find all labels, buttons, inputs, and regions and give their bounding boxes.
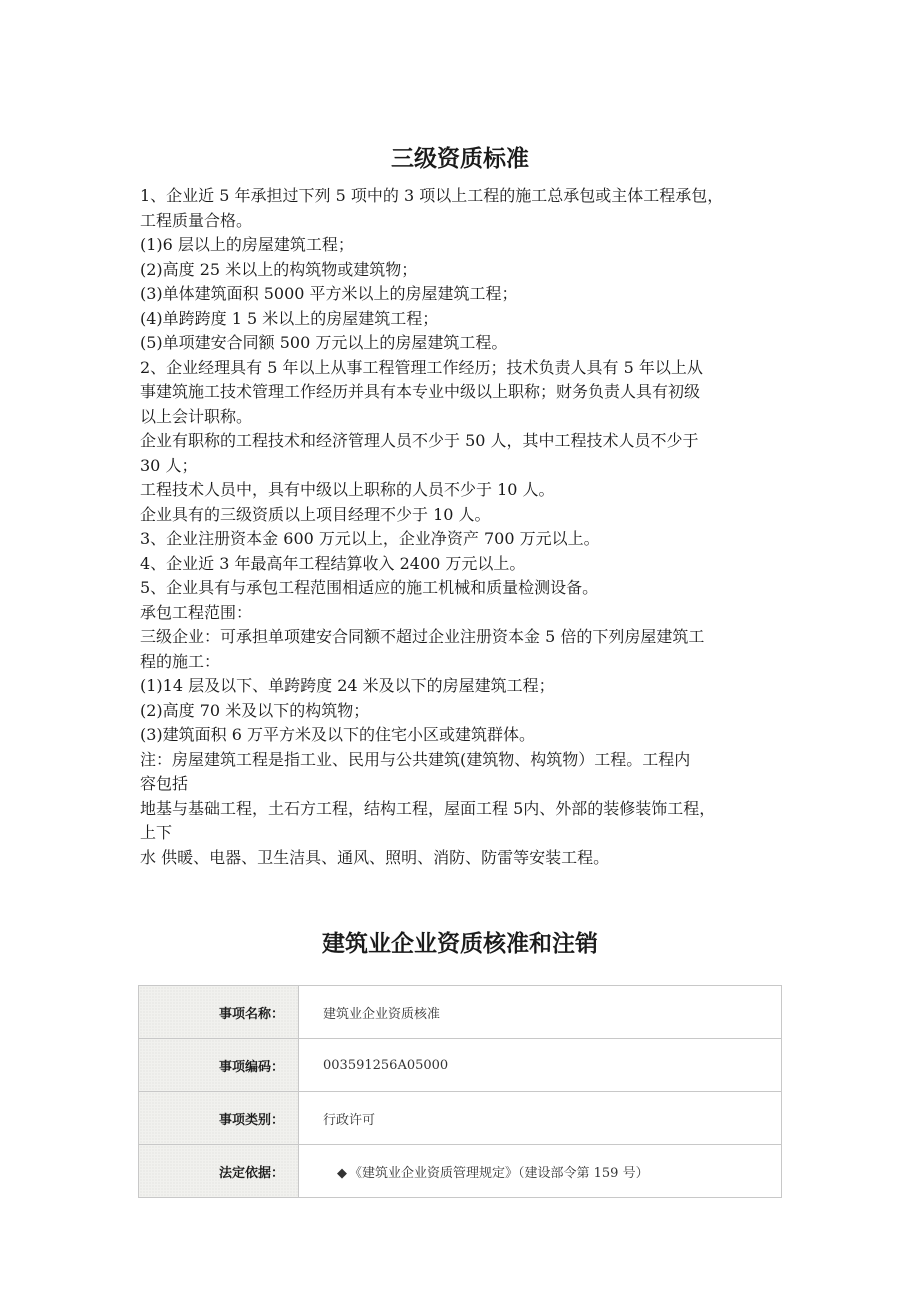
table-row	[139, 1092, 782, 1145]
text-line: (3)建筑面积 6 万平方米及以下的住宅小区或建筑群体。	[140, 725, 536, 744]
text-line: 4、企业近 3 年最高年工程结算收入 2400 万元以上。	[140, 553, 526, 573]
row-label: 事项编码：	[139, 1039, 299, 1092]
text-line: 工程技术人员中，具有中级以上职称的人员不少于 10 人。	[140, 480, 555, 499]
text-line: 企业有职称的工程技术和经济管理人员不少于 50 人，其中工程技术人员不少于	[140, 431, 699, 450]
text-line: (2)高度 70 米及以下的构筑物；	[140, 700, 370, 720]
text-line: (4)单跨跨度 1 5 米以上的房屋建筑工程；	[140, 308, 439, 328]
text-line: 30 人；	[140, 455, 198, 475]
text-line: 5、企业具有与承包工程范围相适应的施工机械和质量检测设备。	[140, 578, 599, 597]
text-line: 程的施工：	[140, 651, 221, 671]
row-label: 法定依据：	[139, 1145, 299, 1198]
table-row	[139, 1145, 782, 1198]
text-line: 上下	[140, 823, 173, 842]
diamond-bullet-icon: ◆	[337, 1165, 347, 1181]
text-line: 水 供暖、电器、卫生洁具、通风、照明、消防、防雷等安装工程。	[140, 847, 610, 867]
section-title-qualification-approval: 建筑业企业资质核准和注销	[322, 931, 598, 957]
text-line: 注：房屋建筑工程是指工业、民用与公共建筑(建筑物、构筑物）工程。工程内	[140, 749, 691, 769]
text-line: 2、企业经理具有 5 年以上从事工程管理工作经历；技术负责人具有 5 年以上从	[140, 357, 703, 377]
text-line: 工程质量合格。	[140, 210, 253, 230]
text-line: (5)单项建安合同额 500 万元以上的房屋建筑工程。	[140, 333, 508, 352]
row-value	[299, 1145, 782, 1198]
text-line: 事建筑施工技术管理工作经历并具有本专业中级以上职称；财务负责人具有初级	[140, 382, 701, 401]
row-value: 003591256A05000	[299, 1039, 782, 1092]
text-line: (3)单体建筑面积 5000 平方米以上的房屋建筑工程；	[140, 284, 518, 303]
text-line: (1)14 层及以下、单跨跨度 24 米及以下的房屋建筑工程；	[140, 676, 555, 695]
table-row	[139, 986, 782, 1039]
table-row	[139, 1039, 782, 1092]
section-title-level3-standard: 三级资质标准	[391, 146, 529, 172]
row-value: 行政许可	[299, 1092, 782, 1145]
legal-basis-text: 《建筑业企业资质管理规定》（建设部令第 159 号）	[349, 1165, 649, 1181]
text-line: 1、企业近 5 年承担过下列 5 项中的 3 项以上工程的施工总承包或主体工程承包，	[140, 186, 724, 205]
row-label: 事项类别：	[139, 1092, 299, 1145]
row-value: 建筑业企业资质核准	[299, 986, 782, 1039]
row-label: 事项名称：	[139, 986, 299, 1039]
text-line: 以上会计职称。	[140, 406, 253, 426]
text-line: 承包工程范围：	[140, 602, 253, 622]
text-line: 容包括	[140, 774, 189, 793]
text-line: 企业具有的三级资质以上项目经理不少于 10 人。	[140, 504, 491, 524]
text-line: 地基与基础工程，土石方工程，结构工程，屋面工程 5内、外部的装修装饰工程，	[140, 798, 716, 818]
text-line: (2)高度 25 米以上的构筑物或建筑物；	[140, 259, 418, 279]
standard-body-text	[140, 184, 723, 870]
approval-info-table	[138, 985, 782, 1198]
text-line: (1)6 层以上的房屋建筑工程；	[140, 235, 354, 254]
text-line: 3、企业注册资本金 600 万元以上，企业净资产 700 万元以上。	[140, 529, 600, 548]
text-line: 三级企业：可承担单项建安合同额不超过企业注册资本金 5 倍的下列房屋建筑工	[140, 627, 705, 646]
